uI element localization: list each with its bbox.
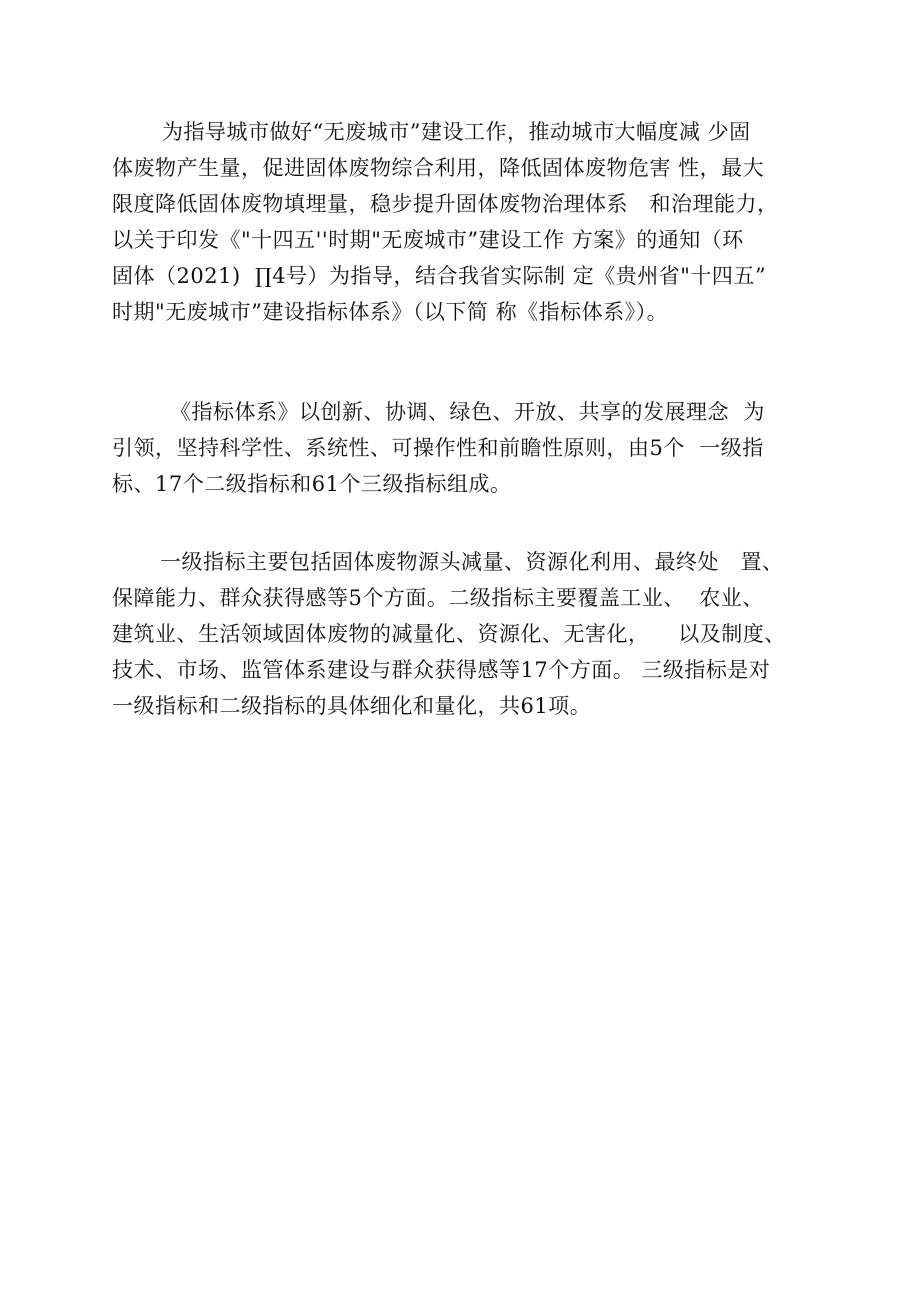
paragraph-indicator-details [112, 544, 820, 724]
text-line: 固体（2021) ∏4号）为指导，结合我省实际制 定《贵州省"十四五” [112, 264, 767, 288]
text-line: 以关于印发《"十四五''时期"无废城市”建设工作 方案》的通知（环 [112, 228, 744, 252]
text-line: 《指标体系》以创新、协调、绿色、开放、共享的发展理念 为 [170, 400, 765, 424]
text-line: 为指导城市做好“无废城市”建设工作，推动城市大幅度减 少固 [162, 120, 751, 144]
text-line: 限度降低固体废物填埋量，稳步提升固体废物治理体系 和治理能力， [112, 192, 779, 216]
text-line: 标、17个二级指标和61个三级指标组成。 [112, 472, 512, 496]
text-line: 体废物产生量，促进固体废物综合利用，降低固体废物危害 性，最大 [112, 156, 765, 180]
text-line: 引领，坚持科学性、系统性、可操作性和前瞻性原则，由5个 一级指 [112, 436, 764, 460]
text-line: 一级指标和二级指标的具体细化和量化，共61项。 [112, 694, 592, 718]
paragraph-intro [112, 114, 820, 330]
text-line: 技术、市场、监管体系建设与群众获得感等17个方面。 三级指标是对 [112, 658, 771, 682]
text-line: 时期"无废城市”建设指标体系》（以下简 称《指标体系》）。 [112, 300, 669, 324]
text-line: 一级指标主要包括固体废物源头减量、资源化利用、最终处 置、 [160, 550, 784, 574]
paragraph-system-overview [112, 394, 820, 502]
text-line: 保障能力、群众获得感等5个方面。二级指标主要覆盖工业、 农业、 [112, 586, 764, 610]
text-line: 建筑业、生活领域固体废物的减量化、资源化、无害化， 以及制度、 [112, 622, 786, 646]
